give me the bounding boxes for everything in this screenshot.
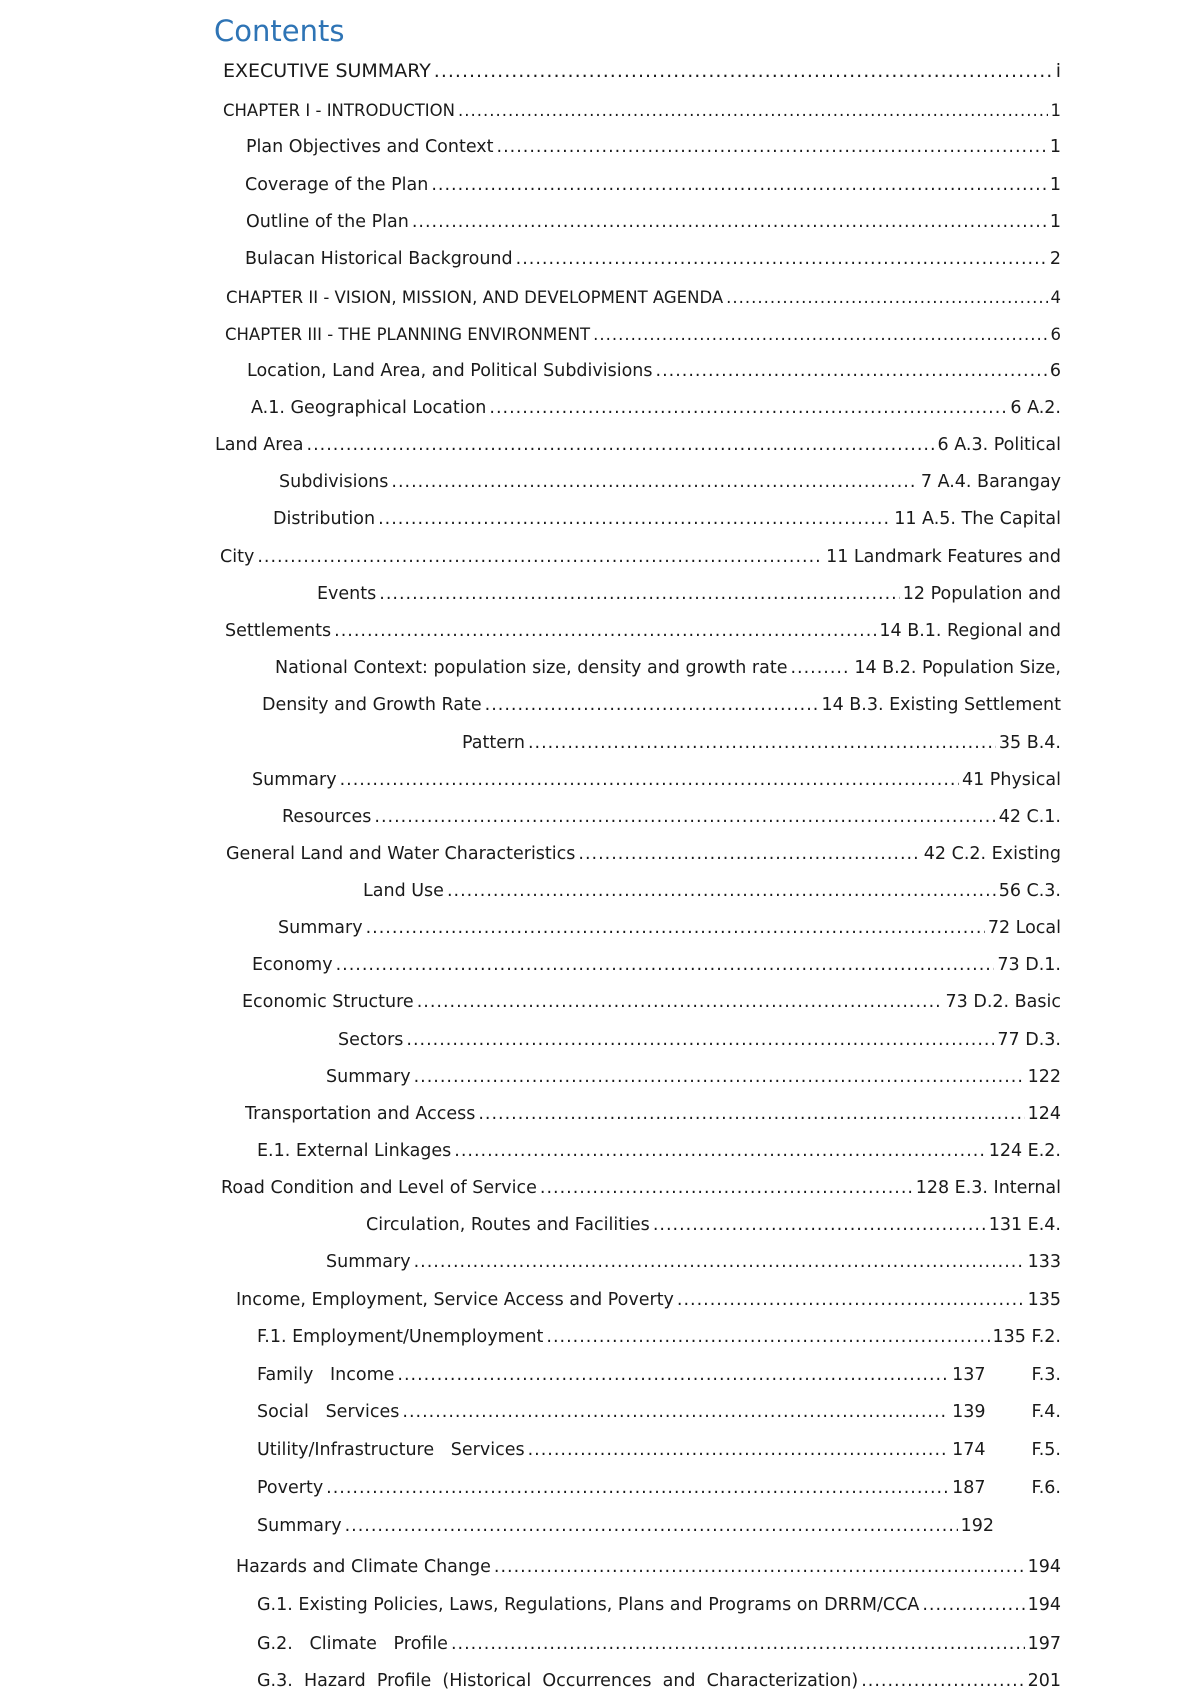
toc-entry-page: 12 Population and [902,584,1061,604]
dot-leader [326,1478,949,1498]
toc-entry[interactable] [220,543,1061,571]
dot-leader [653,1215,986,1235]
toc-entry-page: 187 [952,1478,986,1498]
dot-leader [454,1141,985,1161]
toc-entry-label: CHAPTER I - INTRODUCTION [223,100,456,120]
toc-entry-label: Subdivisions [279,472,389,492]
toc-entry-label: Settlements [225,621,332,641]
toc-entry-page: 192 [960,1516,994,1536]
toc-entry[interactable] [223,57,1061,85]
toc-entry-label: Transportation and Access [245,1104,476,1124]
toc-entry[interactable] [338,1026,1061,1054]
toc-entry-label: F.1. Employment/Unemployment [257,1327,544,1347]
toc-entry[interactable] [257,1361,1061,1389]
dot-leader [485,695,819,715]
dot-leader [478,1104,1024,1124]
toc-entry-label: G.3. Hazard Profile (Historical Occurrences and Characterization) [257,1671,859,1691]
toc-entry-label: Circulation, Routes and Facilities [366,1215,650,1235]
toc-entry-label: CHAPTER III - THE PLANNING ENVIRONMENT [225,324,591,344]
toc-entry-page: 7 A.4. Barangay [920,472,1061,492]
dot-leader [497,137,1047,157]
dot-leader [397,1365,949,1385]
toc-entry-page: 124 E.2. [988,1141,1061,1161]
dot-leader [336,955,995,975]
toc-entry-page: 1 [1049,175,1061,195]
toc-entry-label: Road Condition and Level of Service [221,1178,537,1198]
toc-entry-page: 73 D.1. [997,955,1061,975]
toc-entry[interactable] [242,988,1061,1016]
toc-entry-page: 1 [1049,137,1061,157]
toc-entry[interactable] [262,691,1061,719]
dot-leader [345,1516,958,1536]
dot-leader [378,509,891,529]
toc-entry-label: A.1. Geographical Location [251,398,487,418]
dot-leader [540,1178,913,1198]
toc-entry[interactable] [257,1512,994,1540]
toc-entry-label: Summary [326,1067,411,1087]
toc-entry[interactable] [257,1591,1061,1619]
toc-entry-next: F.5. [1031,1440,1061,1460]
toc-entry[interactable] [252,951,1061,979]
dot-leader [546,1327,989,1347]
toc-entry-label: Pattern [462,733,525,753]
toc-entry[interactable] [273,505,1061,533]
toc-entry-label: Land Use [363,881,444,901]
toc-entry[interactable] [226,840,1061,868]
toc-entry-page: 122 [1027,1067,1061,1087]
toc-entry[interactable] [275,654,1061,682]
toc-entry-label: Income, Employment, Service Access and Poverty [236,1290,674,1310]
dot-leader [451,1634,1025,1654]
toc-entry-next: F.4. [1031,1402,1061,1422]
toc-entry[interactable] [221,1174,1061,1202]
toc-entry[interactable] [317,580,1061,608]
dot-leader [447,881,996,901]
dot-leader [334,621,876,641]
toc-entry[interactable] [252,766,1061,794]
toc-entry-page: 42 C.1. [998,807,1061,827]
toc-entry-label: Coverage of the Plan [245,175,429,195]
toc-entry[interactable] [225,320,1061,348]
toc-entry[interactable] [245,245,1061,273]
page-title: Contents [214,14,345,48]
toc-entry-label: CHAPTER II - VISION, MISSION, AND DEVELOPMENT AGENDA [226,287,724,307]
toc-entry-page: 14 B.3. Existing Settlement [821,695,1061,715]
toc-entry-page: 135 [1027,1290,1061,1310]
toc-entry-label: Summary [326,1252,411,1272]
dot-leader [434,60,1053,82]
toc-entry-page: 77 D.3. [997,1030,1061,1050]
dot-leader [417,992,943,1012]
dot-leader [414,1067,1025,1087]
toc-entry-label: Hazards and Climate Change [236,1557,491,1577]
toc-entry-label: Summary [278,918,363,938]
toc-entry-label: Density and Growth Rate [262,695,482,715]
toc-entry[interactable] [257,1474,1061,1502]
dot-leader [374,807,995,827]
toc-entry-label: Poverty [257,1478,324,1498]
toc-entry[interactable] [279,468,1061,496]
dot-leader [790,658,851,678]
dot-leader [307,435,935,455]
toc-entry-page: 194 [1027,1557,1061,1577]
toc-entry-page: 4 [1050,287,1061,307]
toc-entry-page: 128 E.3. Internal [915,1178,1061,1198]
toc-entry-label: Location, Land Area, and Political Subdivisions [247,361,653,381]
toc-entry-label: Sectors [338,1030,404,1050]
dot-leader [412,212,1047,232]
toc-entry[interactable] [251,394,1061,422]
toc-entry[interactable] [366,1211,1061,1239]
toc-entry-page: 133 [1027,1252,1061,1272]
toc-entry[interactable] [257,1323,1061,1351]
dot-leader [861,1671,1024,1691]
toc-entry-page: 135 F.2. [992,1327,1061,1347]
toc-entry[interactable] [236,1553,1061,1581]
toc-entry-label: City [220,547,255,567]
toc-entry-label: General Land and Water Characteristics [226,844,576,864]
toc-entry-next: F.6. [1031,1478,1061,1498]
toc-entry-page: 6 A.2. [1010,398,1061,418]
dot-leader [391,472,917,492]
toc-entry[interactable] [215,431,1061,459]
toc-entry-label: Plan Objectives and Context [246,137,494,157]
toc-entry-page: 72 Local [987,918,1061,938]
toc-entry-page: 11 A.5. The Capital [894,509,1061,529]
toc-entry-page: 174 [952,1440,986,1460]
toc-entry-page: 131 E.4. [988,1215,1061,1235]
toc-entry-page: 6 [1049,361,1061,381]
dot-leader [677,1290,1025,1310]
toc-entry[interactable] [326,1063,1061,1091]
toc-entry-page: 1 [1049,212,1061,232]
dot-leader [402,1402,949,1422]
toc-entry[interactable] [223,96,1061,124]
toc-entry-page: 6 A.3. Political [937,435,1061,455]
toc-entry-page: 35 B.4. [998,733,1061,753]
toc-entry-page: 139 [952,1402,986,1422]
dot-leader [414,1252,1025,1272]
toc-entry-label: Economy [252,955,333,975]
toc-entry[interactable] [236,1286,1061,1314]
toc-entry-label: Events [317,584,377,604]
toc-entry-label: Resources [282,807,372,827]
toc-entry[interactable] [247,357,1061,385]
dot-leader [458,101,1047,120]
toc-entry-label: National Context: population size, density and growth rate [275,658,788,678]
dot-leader [516,249,1047,269]
dot-leader [340,770,959,790]
toc-entry[interactable] [245,1100,1061,1128]
toc-entry-page: i [1055,60,1061,82]
toc-entry[interactable] [326,1248,1061,1276]
toc-entry-page: 14 B.1. Regional and [879,621,1061,641]
toc-entry-page: 42 C.2. Existing [923,844,1061,864]
toc-entry-page: 14 B.2. Population Size, [854,658,1061,678]
dot-leader [257,547,823,567]
toc-entry-label: E.1. External Linkages [257,1141,452,1161]
dot-leader [494,1557,1025,1577]
toc-entry-label: Bulacan Historical Background [245,249,513,269]
toc-entry[interactable] [462,729,1061,757]
dot-leader [593,325,1047,344]
dot-leader [406,1030,994,1050]
toc-entry-page: 201 [1027,1671,1061,1691]
toc-entry-label: Land Area [215,435,304,455]
toc-entry-page: 137 [952,1365,986,1385]
toc-entry-page: 73 D.2. Basic [945,992,1061,1012]
dot-leader [489,398,1007,418]
toc-entry[interactable] [226,283,1061,311]
toc-entry[interactable] [282,803,1061,831]
dot-leader [379,584,899,604]
dot-leader [726,288,1047,307]
toc-entry-label: Distribution [273,509,376,529]
toc-entry[interactable] [257,1137,1061,1165]
toc-entry-next: F.3. [1031,1365,1061,1385]
toc-entry-page: 6 [1050,324,1061,344]
toc-entry-label: Economic Structure [242,992,414,1012]
toc-entry[interactable] [257,1667,1061,1695]
toc-entry[interactable] [257,1398,1061,1426]
toc-entry-label: EXECUTIVE SUMMARY [223,60,431,82]
toc-entry[interactable] [246,208,1061,236]
toc-entry-label: Utility/Infrastructure Services [257,1440,525,1460]
toc-entry-page: 56 C.3. [998,881,1061,901]
toc-entry[interactable] [246,133,1061,161]
toc-entry[interactable] [363,877,1061,905]
toc-entry[interactable] [257,1630,1061,1658]
dot-leader [431,175,1047,195]
dot-leader [528,733,996,753]
dot-leader [366,918,985,938]
toc-entry[interactable] [257,1436,1061,1464]
toc-entry-label: Outline of the Plan [246,212,409,232]
toc-entry-page: 11 Landmark Features and [826,547,1061,567]
toc-entry-page: 194 [1027,1595,1061,1615]
dot-leader [922,1595,1024,1615]
toc-entry-page: 1 [1050,100,1061,120]
toc-entry-page: 124 [1027,1104,1061,1124]
toc-entry-page: 197 [1027,1634,1061,1654]
toc-entry[interactable] [245,171,1061,199]
toc-entry-page: 41 Physical [961,770,1061,790]
toc-entry-label: G.1. Existing Policies, Laws, Regulations, Plans and Programs on DRRM/CCA [257,1595,920,1615]
toc-entry[interactable] [278,914,1061,942]
dot-leader [528,1440,949,1460]
dot-leader [656,361,1047,381]
toc-entry-page: 2 [1049,249,1061,269]
toc-entry[interactable] [225,617,1061,645]
toc-entry-label: G.2. Climate Profile [257,1634,448,1654]
dot-leader [578,844,920,864]
toc-entry-label: Summary [257,1516,342,1536]
toc-entry-label: Social Services [257,1402,400,1422]
toc-entry-label: Summary [252,770,337,790]
toc-entry-label: Family Income [257,1365,395,1385]
